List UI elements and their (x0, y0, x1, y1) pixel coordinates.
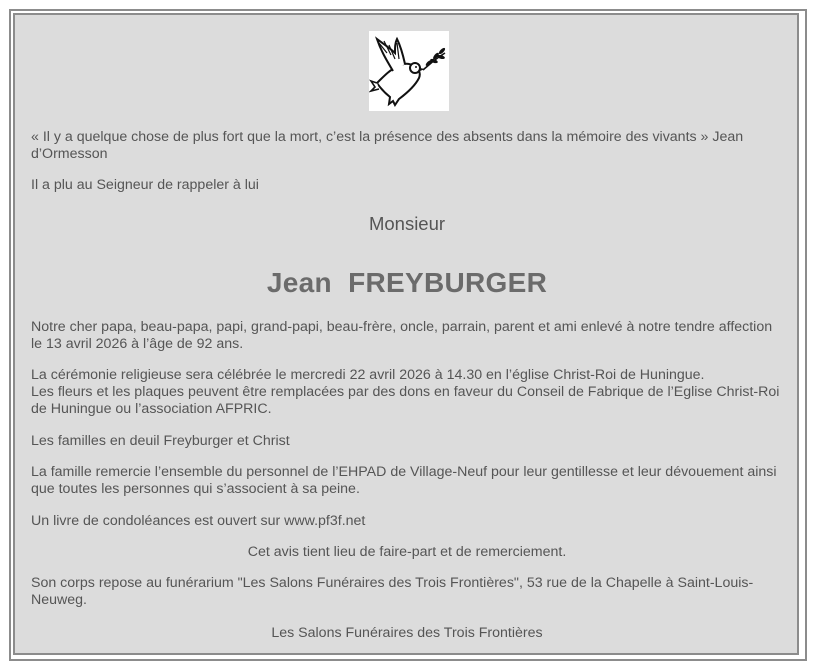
announcement-line: Il a plu au Seigneur de rappeler à lui (31, 177, 259, 193)
thanks-paragraph: La famille remercie l’ensemble du personnel de l’EHPAD de Village-Neuf pour leur gentillesse et leur dévouement ainsi que toutes les personnes qui s’associent à sa peine. (31, 464, 777, 497)
rest-paragraph: Son corps repose au funérarium "Les Salons Funéraires des Trois Frontières", 53 rue de la Chapelle à Saint-Louis-Neuweg. (31, 575, 754, 608)
ceremony-paragraph: La cérémonie religieuse sera célébrée le mercredi 22 avril 2026 à 14.30 en l’église Christ-Roi de Huningue. (31, 367, 705, 383)
condolences-line: Un livre de condoléances est ouvert sur www.pf3f.net (31, 513, 366, 529)
honorific-title: Monsieur (368, 213, 446, 234)
epigraph-quote: « Il y a quelque chose de plus fort que la mort, c’est la présence des absents dans la mémoire des vivants » Jean d’Ormesson (31, 129, 744, 162)
notice-panel (13, 13, 799, 655)
deceased-name (31, 266, 783, 300)
families-line: Les familles en deuil Freyburger et Christ (31, 433, 290, 449)
notice-line: Cet avis tient lieu de faire-part et de remerciement. (247, 544, 567, 560)
last-name: FREYBURGER (348, 267, 548, 298)
tribute-paragraph: Notre cher papa, beau-papa, papi, grand-papi, beau-frère, oncle, parrain, parent et ami enlevé à notre tendre affection le 13 avril 2026 à l’âge de 92 ans. (31, 319, 773, 352)
signature-line: Les Salons Funéraires des Trois Frontières (271, 625, 543, 641)
first-name: Jean (266, 267, 332, 298)
flowers-paragraph: Les fleurs et les plaques peuvent être remplacées par des dons en faveur du Conseil de Fabrique de l’Eglise Christ-Roi de Huningue ou l’association AFPRIC. (31, 384, 780, 417)
dove-with-olive-branch-icon (369, 31, 449, 111)
